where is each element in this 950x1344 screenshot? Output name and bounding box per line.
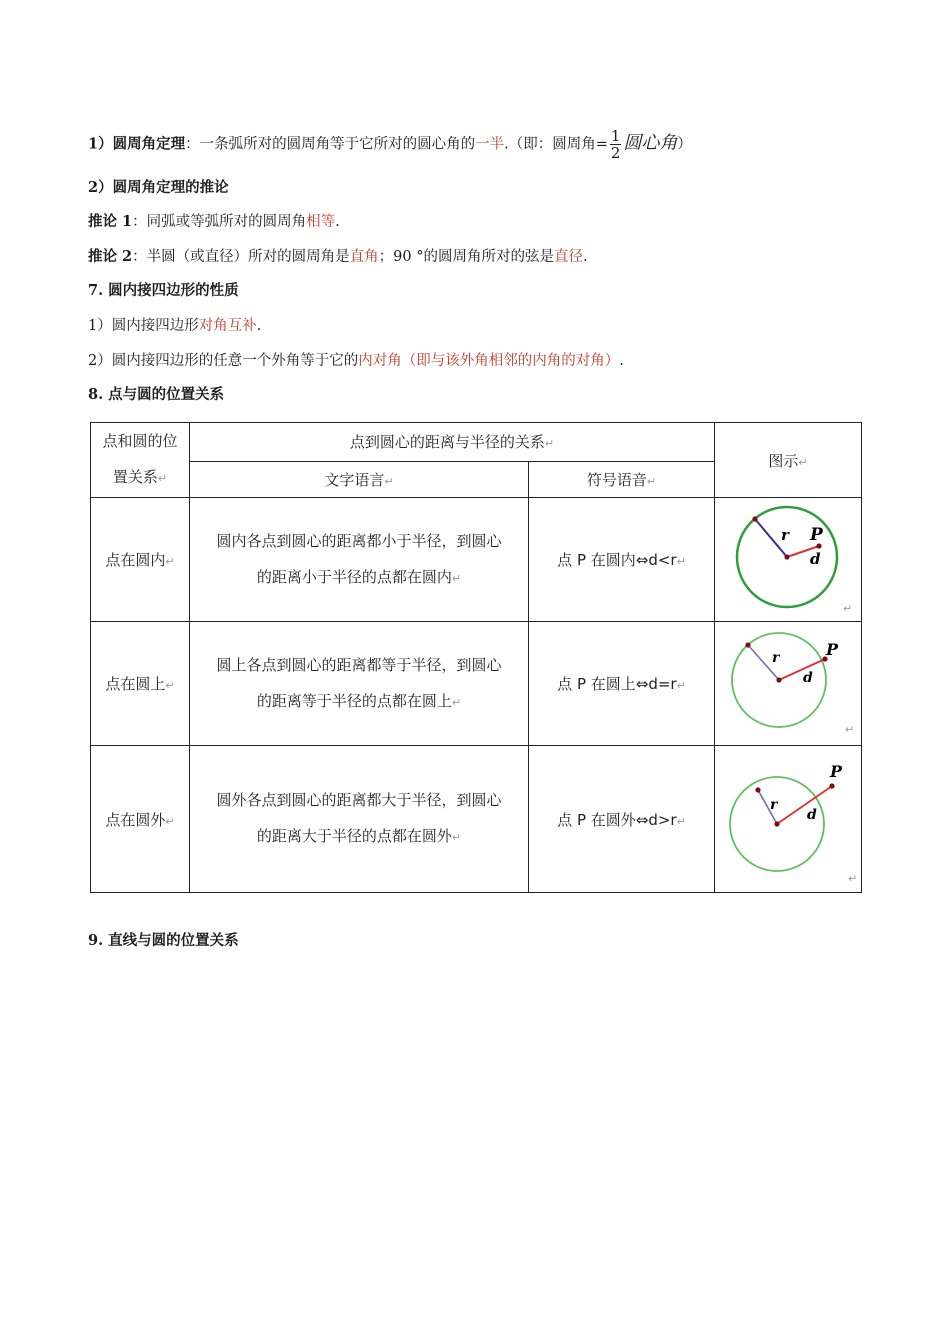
corollary-2-text-c: . bbox=[582, 249, 588, 265]
row-position bbox=[91, 622, 190, 746]
row-text-line1: 圆外各点到圆心的距离都大于半径，到圆心 bbox=[216, 791, 502, 809]
row-figure bbox=[715, 498, 862, 622]
paragraph-mark: ↵ bbox=[798, 455, 808, 469]
theorem-highlight: 一半 bbox=[475, 136, 505, 153]
section-7-item-2-end: . bbox=[619, 353, 624, 369]
header-position-line1: 点和圆的位 bbox=[102, 432, 178, 450]
header-relation-group bbox=[190, 423, 715, 462]
figure-point-inside bbox=[715, 498, 861, 617]
row-position-label: 点在圆内 bbox=[105, 551, 166, 569]
paragraph-mark: ↵ bbox=[676, 555, 686, 568]
center-dot bbox=[774, 821, 779, 826]
row-symbol-label: 点 P 在圆内⇔d<r bbox=[557, 551, 677, 569]
corollary-1-text-b: . bbox=[335, 214, 340, 230]
paragraph-mark: ↵ bbox=[676, 679, 686, 692]
section-7-heading: 7. 圆内接四边形的性质 bbox=[88, 282, 239, 299]
radius-label: r bbox=[781, 526, 789, 544]
header-position bbox=[91, 423, 190, 498]
table-row bbox=[91, 622, 862, 746]
figure-point-on bbox=[715, 622, 861, 741]
row-text-line1: 圆内各点到圆心的距离都小于半径，到圆心 bbox=[216, 531, 502, 550]
corollary-2-text-b: ；90 °的圆周角所对的弦是 bbox=[378, 249, 554, 265]
paragraph-mark: ↵ bbox=[165, 814, 175, 828]
paragraph-mark: ↵ bbox=[845, 723, 855, 736]
header-text-label: 文字语言 bbox=[324, 470, 385, 489]
row-position-label: 点在圆上 bbox=[105, 675, 166, 693]
distance-label: d bbox=[807, 807, 817, 823]
radius-end-dot bbox=[752, 516, 757, 521]
section-7-item-2 bbox=[88, 350, 624, 372]
corollary-1-text-a: ：同弧或等弧所对的圆周角 bbox=[132, 214, 307, 230]
corollary-1-label: 推论 1 bbox=[88, 213, 133, 230]
row-symbol bbox=[529, 746, 715, 893]
radius-label: r bbox=[770, 797, 778, 813]
header-relation-label: 点到圆心的距离与半径的关系 bbox=[349, 433, 545, 452]
theorem-title: 圆周角定理 bbox=[112, 135, 186, 153]
section-7-item-1 bbox=[88, 315, 261, 337]
corollary-2-highlight-2: 直径 bbox=[553, 249, 583, 265]
row-figure bbox=[715, 622, 862, 746]
row-text-line1: 圆上各点到圆心的距离都等于半径，到圆心 bbox=[216, 655, 502, 674]
corollary-2-text-a: ：半圆（或直径）所对的圆周角是 bbox=[132, 249, 350, 265]
paragraph-mark: ↵ bbox=[544, 437, 555, 451]
center-dot bbox=[784, 554, 789, 559]
row-text bbox=[190, 746, 529, 893]
point-p-label: P bbox=[830, 762, 843, 781]
corollary-2-line bbox=[88, 246, 588, 268]
section-8-heading: 8. 点与圆的位置关系 bbox=[88, 386, 225, 403]
row-text-line2: 的距离大于半径的点都在圆外 bbox=[256, 827, 452, 845]
point-circle-table bbox=[90, 422, 862, 893]
center-dot bbox=[776, 677, 781, 682]
radius-end-dot bbox=[755, 787, 760, 792]
section-7-item-2-text: 2）圆内接四边形的任意一个外角等于它的 bbox=[88, 353, 359, 369]
table-row bbox=[91, 498, 862, 622]
theorem-text-a: ：一条弧所对的圆周角等于它所对的圆心角的 bbox=[185, 136, 476, 153]
row-symbol bbox=[529, 498, 715, 622]
section-9-heading: 9. 直线与圆的位置关系 bbox=[88, 932, 239, 949]
row-text-line2: 的距离等于半径的点都在圆上 bbox=[256, 691, 452, 710]
paragraph-mark: ↵ bbox=[384, 474, 394, 488]
row-symbol-label: 点 P 在圆外⇔d>r bbox=[557, 810, 677, 829]
paragraph-mark: ↵ bbox=[165, 679, 175, 692]
fraction-denominator: 2 bbox=[610, 144, 621, 162]
theorem-prefix: 1） bbox=[88, 135, 113, 153]
radius-label: r bbox=[772, 650, 780, 666]
header-figure bbox=[715, 423, 862, 498]
section-7-item-1-text: 1）圆内接四边形 bbox=[88, 318, 199, 334]
corollary-heading: 2）圆周角定理的推论 bbox=[88, 179, 229, 196]
fraction-half bbox=[610, 128, 622, 161]
row-symbol bbox=[529, 622, 715, 746]
section-7-item-1-highlight: 对角互补 bbox=[198, 318, 257, 334]
row-text-line2: 的距离小于半径的点都在圆内 bbox=[256, 567, 452, 586]
paragraph-mark: ↵ bbox=[676, 814, 686, 828]
row-symbol-label: 点 P 在圆上⇔d=r bbox=[557, 675, 677, 693]
distance-line bbox=[779, 659, 825, 680]
point-p-dot bbox=[829, 783, 834, 788]
row-figure bbox=[715, 746, 862, 893]
theorem-central-angle: 圆心角 bbox=[623, 132, 678, 154]
paragraph-mark: ↵ bbox=[451, 831, 462, 844]
corollary-1-highlight: 相等 bbox=[306, 214, 336, 230]
row-position bbox=[91, 746, 190, 893]
row-text bbox=[190, 622, 529, 746]
figure-point-outside bbox=[715, 746, 861, 888]
distance-label: d bbox=[803, 670, 813, 686]
corollary-1-line bbox=[88, 211, 340, 233]
paragraph-mark: ↵ bbox=[165, 555, 175, 568]
row-position bbox=[91, 498, 190, 622]
point-p-label: P bbox=[810, 525, 823, 545]
header-figure-label: 图示 bbox=[768, 451, 799, 470]
paragraph-mark: ↵ bbox=[451, 695, 462, 709]
paragraph-mark: ↵ bbox=[157, 472, 168, 485]
header-symbol-language bbox=[529, 461, 715, 498]
row-position-label: 点在圆外 bbox=[105, 810, 166, 829]
paragraph-mark: ↵ bbox=[848, 872, 858, 885]
theorem-close: ） bbox=[677, 136, 692, 153]
section-7-item-2-highlight: 内对角（即与该外角相邻的内角的对角） bbox=[358, 353, 620, 369]
table-row bbox=[91, 746, 862, 893]
radius-end-dot bbox=[745, 642, 750, 647]
paragraph-mark: ↵ bbox=[646, 474, 657, 488]
row-text bbox=[190, 498, 529, 622]
corollary-2-highlight-1: 直角 bbox=[349, 249, 379, 265]
point-p-label: P bbox=[826, 640, 839, 659]
theorem-text-b: .（即：圆周角= bbox=[504, 136, 608, 153]
paragraph-mark: ↵ bbox=[843, 602, 853, 615]
header-symbol-label: 符号语音 bbox=[586, 470, 647, 489]
distance-label: d bbox=[810, 550, 821, 568]
header-position-line2: 置关系 bbox=[112, 468, 158, 486]
header-text-language bbox=[190, 461, 529, 498]
theorem-line bbox=[88, 128, 692, 161]
fraction-numerator: 1 bbox=[610, 127, 621, 145]
section-7-item-1-end: . bbox=[256, 318, 262, 334]
paragraph-mark: ↵ bbox=[451, 571, 462, 585]
corollary-2-label: 推论 2 bbox=[88, 248, 133, 265]
